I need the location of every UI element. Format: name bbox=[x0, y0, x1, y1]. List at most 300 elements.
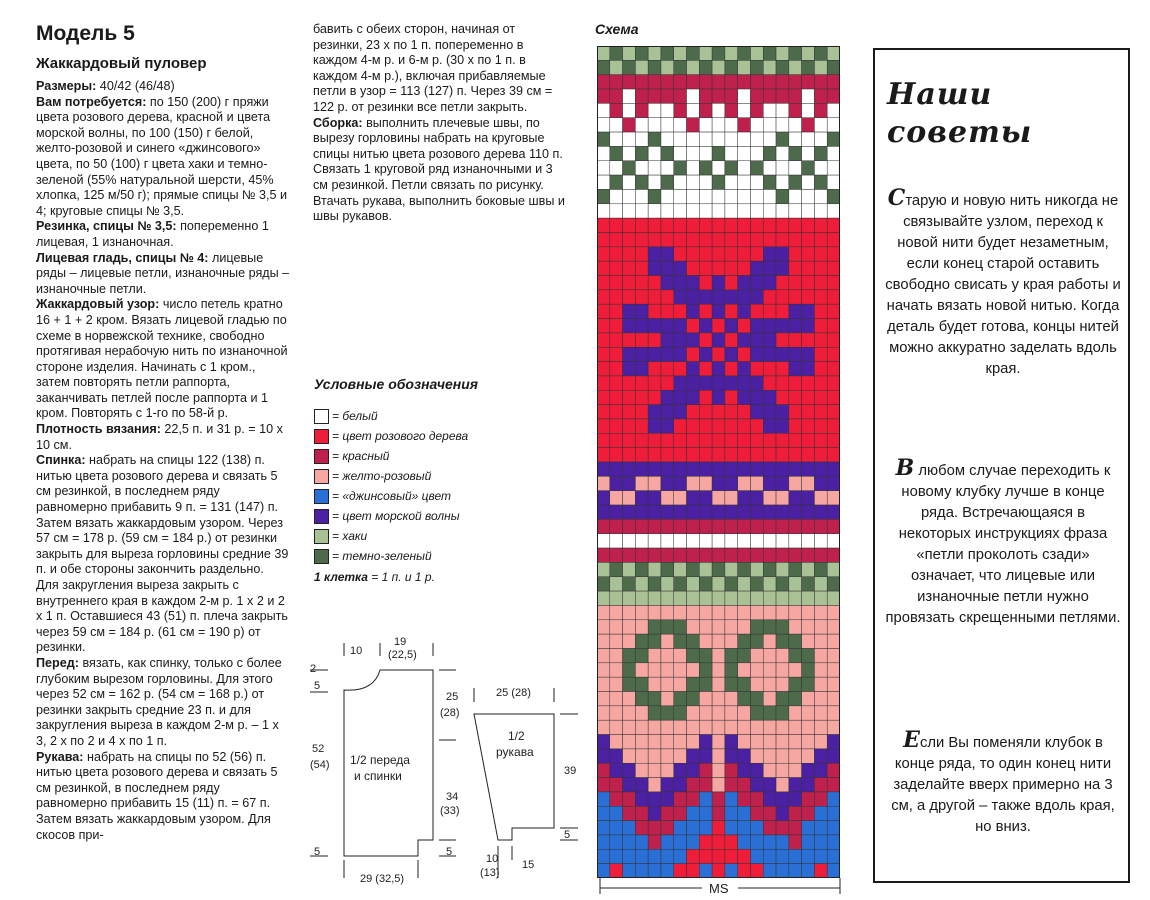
dim-bottom-5-right: 5 bbox=[446, 846, 453, 858]
chart-cell bbox=[687, 591, 700, 605]
chart-cell bbox=[674, 634, 687, 648]
chart-cell bbox=[597, 290, 610, 304]
chart-cell bbox=[814, 276, 827, 290]
chart-cell bbox=[648, 232, 661, 246]
chart-cell bbox=[776, 591, 789, 605]
legend-swatch bbox=[314, 549, 329, 564]
chart-cell bbox=[725, 620, 738, 634]
chart-cell bbox=[648, 849, 661, 863]
chart-cell bbox=[789, 763, 802, 777]
chart-cell bbox=[750, 692, 763, 706]
chart-cell bbox=[725, 548, 738, 562]
instruction-text: попеременно 1 лицевая, 1 изнаночная. bbox=[36, 219, 269, 249]
chart-cell bbox=[661, 835, 674, 849]
chart-cell bbox=[699, 548, 712, 562]
chart-cell bbox=[623, 648, 636, 662]
chart-cell bbox=[814, 189, 827, 203]
chart-cell bbox=[623, 304, 636, 318]
chart-cell bbox=[776, 677, 789, 691]
chart-cell bbox=[610, 577, 623, 591]
chart-cell bbox=[648, 433, 661, 447]
chart-cell bbox=[763, 720, 776, 734]
chart-cell bbox=[674, 146, 687, 160]
chart-cell bbox=[802, 261, 815, 275]
chart-cell bbox=[674, 161, 687, 175]
dim-top-19: 19 bbox=[394, 636, 407, 648]
legend-label: = желто-розовый bbox=[332, 469, 432, 483]
chart-cell bbox=[699, 433, 712, 447]
chart-cell bbox=[738, 319, 751, 333]
chart-cell bbox=[674, 405, 687, 419]
chart-cell bbox=[776, 276, 789, 290]
chart-cell bbox=[687, 261, 700, 275]
chart-cell bbox=[623, 261, 636, 275]
chart-cell bbox=[827, 448, 840, 462]
instruction-paragraph bbox=[36, 656, 290, 750]
chart-cell bbox=[661, 491, 674, 505]
chart-cell bbox=[635, 276, 648, 290]
chart-cell bbox=[738, 333, 751, 347]
chart-cell bbox=[635, 605, 648, 619]
chart-cell bbox=[725, 362, 738, 376]
chart-cell bbox=[661, 806, 674, 820]
chart-cell bbox=[687, 319, 700, 333]
chart-cell bbox=[661, 735, 674, 749]
chart-cell bbox=[597, 347, 610, 361]
chart-cell bbox=[802, 319, 815, 333]
chart-cell bbox=[699, 577, 712, 591]
legend-list bbox=[314, 406, 554, 566]
instruction-paragraph bbox=[36, 297, 290, 422]
chart-cell bbox=[648, 548, 661, 562]
chart-cell bbox=[597, 261, 610, 275]
chart-cell bbox=[648, 577, 661, 591]
chart-cell bbox=[635, 648, 648, 662]
chart-cell bbox=[776, 347, 789, 361]
chart-cell bbox=[699, 204, 712, 218]
chart-cell bbox=[789, 75, 802, 89]
chart-cell bbox=[802, 103, 815, 117]
chart-cell bbox=[661, 161, 674, 175]
chart-cell bbox=[699, 735, 712, 749]
chart-cell bbox=[635, 849, 648, 863]
chart-cell bbox=[687, 821, 700, 835]
chart-cell bbox=[814, 103, 827, 117]
chart-cell bbox=[738, 591, 751, 605]
chart-cell bbox=[802, 390, 815, 404]
chart-cell bbox=[712, 376, 725, 390]
instruction-heading: Плотность вязания: bbox=[36, 422, 161, 437]
chart-cell bbox=[661, 347, 674, 361]
chart-cell bbox=[648, 175, 661, 189]
chart-cell bbox=[597, 204, 610, 218]
chart-cell bbox=[687, 146, 700, 160]
chart-cell bbox=[610, 605, 623, 619]
chart-cell bbox=[648, 648, 661, 662]
chart-cell bbox=[789, 821, 802, 835]
chart-cell bbox=[725, 720, 738, 734]
chart-cell bbox=[827, 634, 840, 648]
chart-cell bbox=[827, 419, 840, 433]
chart-cell bbox=[827, 720, 840, 734]
chart-cell bbox=[750, 89, 763, 103]
chart-cell bbox=[635, 562, 648, 576]
legend-item bbox=[314, 526, 554, 546]
chart-cell bbox=[648, 706, 661, 720]
chart-cell bbox=[827, 821, 840, 835]
chart-cell bbox=[750, 60, 763, 74]
chart-cell bbox=[648, 362, 661, 376]
chart-cell bbox=[610, 519, 623, 533]
chart-cell bbox=[814, 534, 827, 548]
chart-cell bbox=[763, 605, 776, 619]
chart-cell bbox=[610, 146, 623, 160]
chart-cell bbox=[661, 419, 674, 433]
chart-cell bbox=[750, 505, 763, 519]
chart-cell bbox=[738, 103, 751, 117]
chart-cell bbox=[674, 778, 687, 792]
chart-cell bbox=[725, 706, 738, 720]
chart-cell bbox=[789, 835, 802, 849]
chart-cell bbox=[597, 376, 610, 390]
chart-cell bbox=[750, 677, 763, 691]
chart-cell bbox=[776, 60, 789, 74]
legend-title: Условные обозначения bbox=[314, 376, 479, 392]
chart-cell bbox=[699, 448, 712, 462]
chart-cell bbox=[610, 319, 623, 333]
chart-cell bbox=[610, 534, 623, 548]
chart-cell bbox=[750, 835, 763, 849]
chart-cell bbox=[610, 419, 623, 433]
chart-cell bbox=[789, 677, 802, 691]
chart-cell bbox=[687, 749, 700, 763]
chart-cell bbox=[635, 118, 648, 132]
chart-cell bbox=[635, 204, 648, 218]
chart-cell bbox=[674, 175, 687, 189]
chart-cell bbox=[776, 448, 789, 462]
chart-cell bbox=[763, 60, 776, 74]
chart-cell bbox=[725, 132, 738, 146]
chart-cell bbox=[738, 419, 751, 433]
chart-cell bbox=[776, 204, 789, 218]
chart-cell bbox=[712, 620, 725, 634]
chart-cell bbox=[635, 476, 648, 490]
chart-cell bbox=[687, 706, 700, 720]
instruction-paragraph bbox=[36, 219, 290, 250]
chart-cell bbox=[635, 319, 648, 333]
chart-cell bbox=[610, 333, 623, 347]
chart-cell bbox=[712, 132, 725, 146]
chart-cell bbox=[699, 749, 712, 763]
chart-cell bbox=[738, 405, 751, 419]
chart-cell bbox=[776, 189, 789, 203]
chart-cell bbox=[763, 247, 776, 261]
chart-cell bbox=[648, 620, 661, 634]
chart-cell bbox=[802, 605, 815, 619]
chart-cell bbox=[827, 692, 840, 706]
chart-cell bbox=[699, 276, 712, 290]
chart-cell bbox=[750, 261, 763, 275]
chart-cell bbox=[738, 634, 751, 648]
chart-cell bbox=[763, 204, 776, 218]
chart-cell bbox=[725, 749, 738, 763]
chart-cell bbox=[699, 103, 712, 117]
chart-cell bbox=[789, 103, 802, 117]
chart-cell bbox=[802, 648, 815, 662]
chart-cell bbox=[674, 247, 687, 261]
chart-cell bbox=[738, 175, 751, 189]
instruction-heading: Резинка, спицы № 3,5: bbox=[36, 219, 177, 234]
chart-cell bbox=[623, 605, 636, 619]
chart-cell bbox=[648, 778, 661, 792]
chart-cell bbox=[623, 634, 636, 648]
chart-cell bbox=[802, 419, 815, 433]
chart-cell bbox=[814, 706, 827, 720]
chart-cell bbox=[827, 462, 840, 476]
chart-cell bbox=[648, 204, 661, 218]
chart-cell bbox=[623, 103, 636, 117]
chart-cell bbox=[776, 333, 789, 347]
chart-cell bbox=[661, 663, 674, 677]
chart-cell bbox=[699, 75, 712, 89]
chart-cell bbox=[750, 319, 763, 333]
chart-cell bbox=[661, 175, 674, 189]
sleeve-dim-39: 39 bbox=[564, 765, 577, 777]
chart-cell bbox=[763, 749, 776, 763]
chart-cell bbox=[814, 505, 827, 519]
chart-cell bbox=[699, 261, 712, 275]
chart-cell bbox=[674, 749, 687, 763]
chart-cell bbox=[674, 390, 687, 404]
chart-cell bbox=[738, 276, 751, 290]
chart-cell bbox=[827, 806, 840, 820]
chart-cell bbox=[699, 333, 712, 347]
chart-cell bbox=[814, 261, 827, 275]
chart-cell bbox=[610, 390, 623, 404]
chart-cell bbox=[674, 462, 687, 476]
chart-cell bbox=[623, 333, 636, 347]
chart-cell bbox=[597, 448, 610, 462]
chart-cell bbox=[763, 419, 776, 433]
chart-cell bbox=[827, 548, 840, 562]
chart-cell bbox=[750, 276, 763, 290]
chart-cell bbox=[597, 806, 610, 820]
chart-cell bbox=[623, 146, 636, 160]
chart-cell bbox=[802, 792, 815, 806]
chart-cell bbox=[623, 620, 636, 634]
chart-cell bbox=[814, 648, 827, 662]
chart-cell bbox=[712, 390, 725, 404]
chart-cell bbox=[802, 720, 815, 734]
chart-cell bbox=[827, 792, 840, 806]
dim-right-33: (33) bbox=[440, 805, 460, 817]
chart-cell bbox=[661, 319, 674, 333]
chart-cell bbox=[648, 419, 661, 433]
chart-cell bbox=[738, 362, 751, 376]
chart-cell bbox=[687, 692, 700, 706]
chart-cell bbox=[648, 692, 661, 706]
chart-cell bbox=[687, 247, 700, 261]
chart-cell bbox=[623, 706, 636, 720]
chart-cell bbox=[623, 247, 636, 261]
dim-top-10: 10 bbox=[350, 645, 363, 657]
chart-cell bbox=[661, 146, 674, 160]
chart-cell bbox=[827, 319, 840, 333]
chart-cell bbox=[712, 276, 725, 290]
chart-cell bbox=[814, 218, 827, 232]
sleeve-label-2: рукава bbox=[496, 745, 534, 759]
chart-cell bbox=[610, 89, 623, 103]
chart-cell bbox=[827, 75, 840, 89]
chart-cell bbox=[635, 735, 648, 749]
chart-cell bbox=[776, 462, 789, 476]
legend-item bbox=[314, 426, 554, 446]
chart-cell bbox=[661, 749, 674, 763]
chart-cell bbox=[597, 605, 610, 619]
chart-cell bbox=[802, 505, 815, 519]
instruction-heading: Рукава: bbox=[36, 749, 84, 764]
chart-cell bbox=[712, 189, 725, 203]
chart-cell bbox=[750, 534, 763, 548]
chart-cell bbox=[827, 218, 840, 232]
instruction-text: набрать на спицы 122 (138) п. нитью цвета розового дерева и связать 5 см резинкой, в последнем ряду равномерно прибавить 9 п. = 131 (147) п. Затем вязать жаккардовым узором. Через 57 см = 178 р. (59 см = 184 р.) от резинки закрыть для выреза горловины средние 39 п. и обе стороны закончить раздельно. Для закругления выреза закрыть с внутреннего края в каждом 2-м р. 1 х 2 и 2 х 1 п. Оставшиеся 43 (51) п. плеча закрыть через 59 см = 184 р. (61 см = 190 р) от резинки. bbox=[36, 453, 289, 655]
chart-cell bbox=[674, 519, 687, 533]
chart-cell bbox=[789, 491, 802, 505]
chart-cell bbox=[750, 376, 763, 390]
chart-cell bbox=[661, 261, 674, 275]
chart-cell bbox=[725, 390, 738, 404]
dim-right-34: 34 bbox=[446, 791, 459, 803]
chart-cell bbox=[648, 505, 661, 519]
chart-cell bbox=[738, 146, 751, 160]
chart-cell bbox=[687, 362, 700, 376]
chart-cell bbox=[827, 232, 840, 246]
chart-cell bbox=[763, 132, 776, 146]
chart-cell bbox=[610, 663, 623, 677]
chart-cell bbox=[802, 634, 815, 648]
chart-cell bbox=[750, 792, 763, 806]
chart-cell bbox=[674, 347, 687, 361]
chart-cell bbox=[635, 333, 648, 347]
chart-cell bbox=[623, 60, 636, 74]
chart-cell bbox=[712, 405, 725, 419]
chart-cell bbox=[661, 132, 674, 146]
chart-cell bbox=[750, 175, 763, 189]
tip-3-text: сли Вы поменяли клубок в конце ряда, то один конец нити заделайте вверх примерно на 3 см, а другой – также вдоль края, но вниз. bbox=[891, 735, 1115, 835]
chart-cell bbox=[763, 663, 776, 677]
chart-cell bbox=[776, 405, 789, 419]
chart-cell bbox=[712, 634, 725, 648]
chart-cell bbox=[776, 749, 789, 763]
chart-cell bbox=[814, 304, 827, 318]
chart-cell bbox=[712, 763, 725, 777]
chart-cell bbox=[661, 103, 674, 117]
chart-cell bbox=[814, 634, 827, 648]
chart-cell bbox=[597, 620, 610, 634]
chart-cell bbox=[750, 204, 763, 218]
chart-cell bbox=[712, 663, 725, 677]
chart-cell bbox=[635, 247, 648, 261]
chart-cell bbox=[750, 333, 763, 347]
chart-cell bbox=[699, 376, 712, 390]
chart-cell bbox=[725, 232, 738, 246]
chart-cell bbox=[687, 333, 700, 347]
chart-cell bbox=[802, 347, 815, 361]
chart-cell bbox=[750, 390, 763, 404]
chart-cell bbox=[712, 60, 725, 74]
chart-cell bbox=[725, 462, 738, 476]
chart-cell bbox=[610, 634, 623, 648]
chart-cell bbox=[699, 132, 712, 146]
chart-cell bbox=[674, 304, 687, 318]
chart-cell bbox=[789, 562, 802, 576]
chart-cell bbox=[763, 146, 776, 160]
chart-cell bbox=[661, 634, 674, 648]
chart-cell bbox=[776, 319, 789, 333]
chart-cell bbox=[814, 89, 827, 103]
chart-cell bbox=[738, 462, 751, 476]
chart-cell bbox=[687, 476, 700, 490]
chart-cell bbox=[814, 376, 827, 390]
chart-cell bbox=[802, 290, 815, 304]
chart-cell bbox=[635, 261, 648, 275]
chart-cell bbox=[738, 218, 751, 232]
chart-cell bbox=[789, 548, 802, 562]
chart-cell bbox=[623, 778, 636, 792]
chart-cell bbox=[738, 476, 751, 490]
chart-cell bbox=[814, 433, 827, 447]
chart-cell bbox=[699, 620, 712, 634]
chart-cell bbox=[699, 146, 712, 160]
chart-cell bbox=[687, 189, 700, 203]
schema-title: Схема bbox=[595, 21, 639, 37]
chart-cell bbox=[814, 720, 827, 734]
legend-swatch bbox=[314, 469, 329, 484]
chart-cell bbox=[738, 548, 751, 562]
chart-cell bbox=[763, 562, 776, 576]
chart-cell bbox=[661, 448, 674, 462]
chart-cell bbox=[674, 333, 687, 347]
chart-cell bbox=[814, 448, 827, 462]
chart-cell bbox=[827, 706, 840, 720]
chart-cell bbox=[687, 132, 700, 146]
chart-cell bbox=[725, 821, 738, 835]
chart-cell bbox=[763, 677, 776, 691]
chart-cell bbox=[597, 720, 610, 734]
instruction-text: выполнить плечевые швы, по вырезу горловины набрать на круговые спицы нитью цвета розового дерева 110 п. Связать 1 круговой ряд изнаночными и 3 см резинкой. Петли связать по рисунку. Втачать рукава, выполнить боковые швы и швы рукавов. bbox=[313, 115, 565, 224]
chart-cell bbox=[648, 290, 661, 304]
chart-cell bbox=[789, 591, 802, 605]
chart-cell bbox=[738, 806, 751, 820]
chart-cell bbox=[674, 605, 687, 619]
chart-cell bbox=[635, 362, 648, 376]
chart-cell bbox=[738, 835, 751, 849]
chart-cell bbox=[776, 476, 789, 490]
chart-cell bbox=[712, 448, 725, 462]
chart-cell bbox=[635, 75, 648, 89]
chart-cell bbox=[750, 304, 763, 318]
chart-cell bbox=[610, 692, 623, 706]
chart-cell bbox=[687, 605, 700, 619]
chart-cell bbox=[623, 577, 636, 591]
chart-cell bbox=[699, 161, 712, 175]
chart-cell bbox=[814, 390, 827, 404]
chart-cell bbox=[712, 491, 725, 505]
chart-cell bbox=[674, 577, 687, 591]
chart-cell bbox=[597, 835, 610, 849]
dim-left-54: (54) bbox=[310, 759, 330, 771]
chart-cell bbox=[687, 634, 700, 648]
